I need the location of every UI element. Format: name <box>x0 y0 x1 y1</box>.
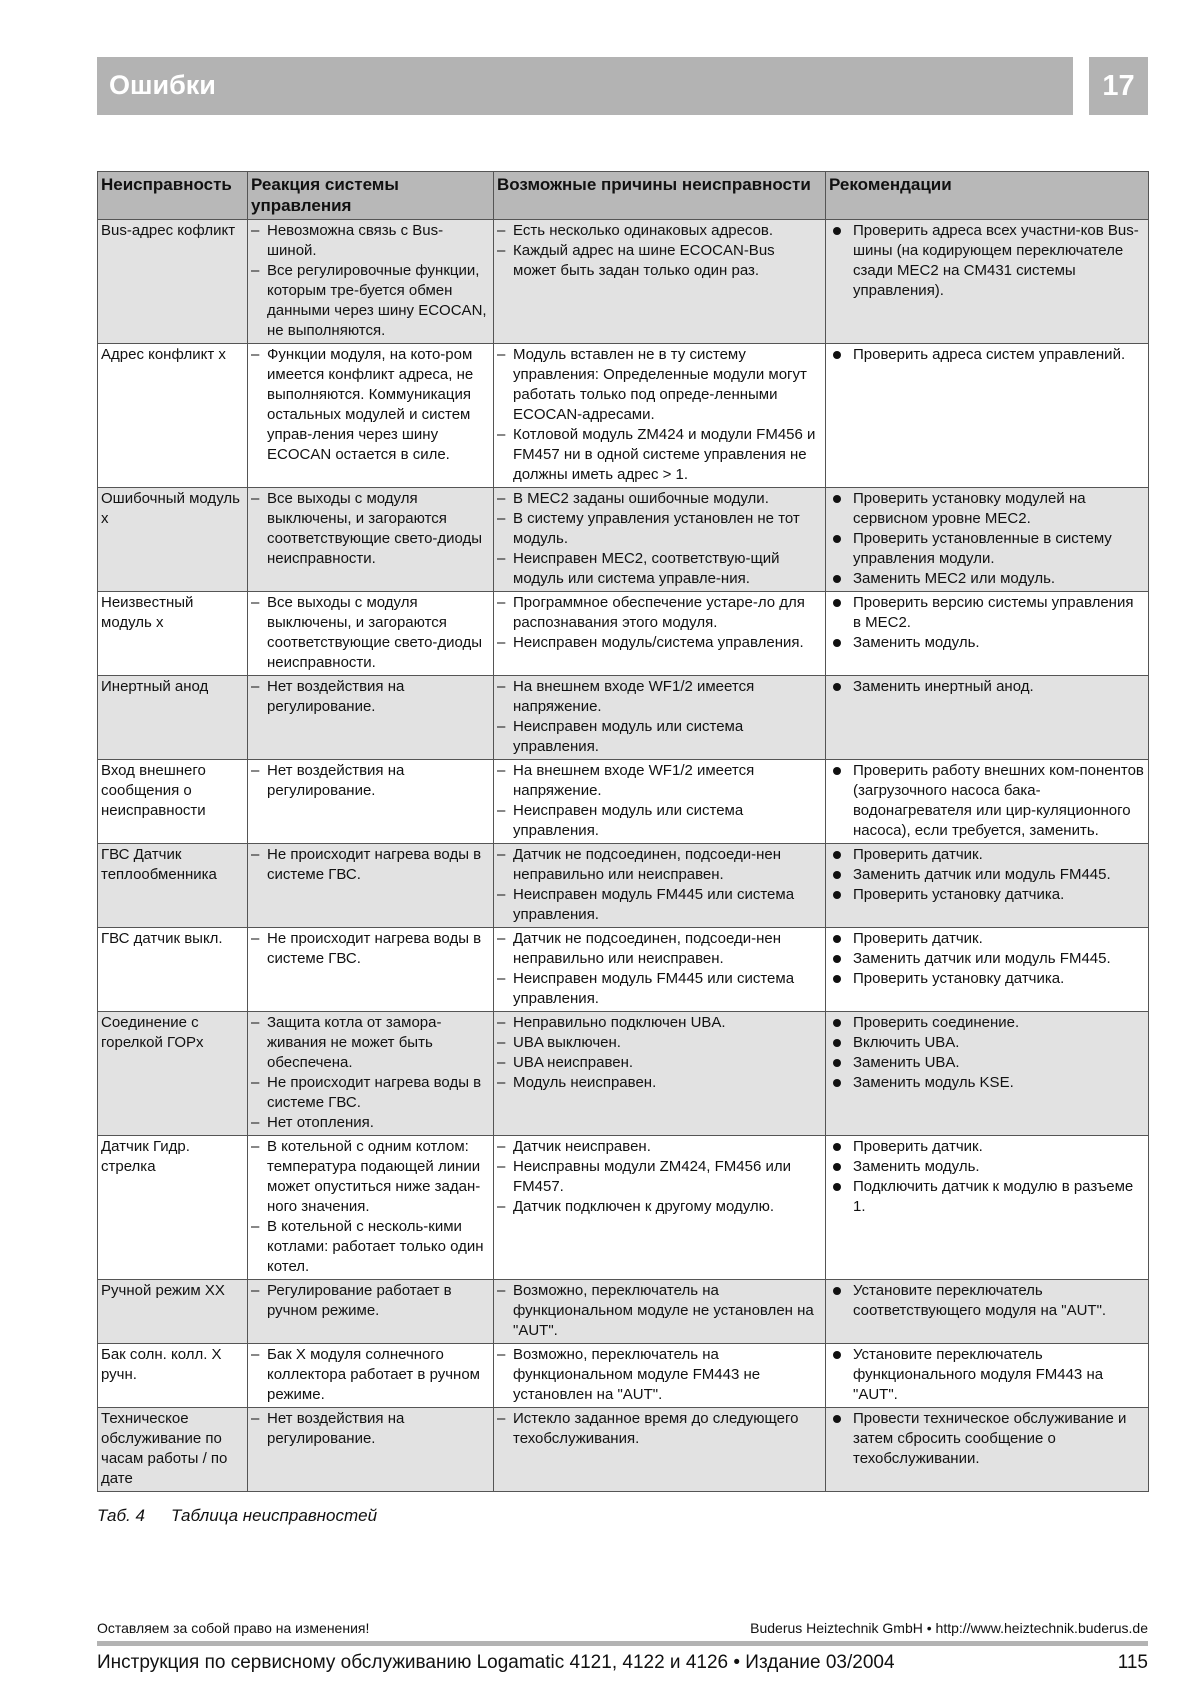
cause-item <box>497 801 822 841</box>
recommendation-item <box>829 345 1145 365</box>
dash-marker: – <box>497 550 506 567</box>
reaction-cell <box>248 928 494 1012</box>
cause-item-text: В систему управления установлен не тот модуль. <box>513 510 800 547</box>
causes-cell <box>494 1136 826 1280</box>
causes-cell <box>494 344 826 488</box>
cause-item <box>497 969 822 1009</box>
causes-cell <box>494 592 826 676</box>
chapter-title: Ошибки <box>109 70 216 100</box>
cause-item <box>497 1053 822 1073</box>
cause-item <box>497 221 822 241</box>
cause-item <box>497 1137 822 1157</box>
bullet-icon <box>833 891 841 899</box>
dash-marker: – <box>497 1054 506 1071</box>
bullet-icon <box>833 1183 841 1191</box>
recommendation-item-text: Проверить датчик. <box>853 1138 983 1155</box>
reaction-item <box>251 1217 490 1277</box>
dash-marker: – <box>251 930 260 947</box>
cause-item <box>497 1409 822 1449</box>
footer-company: Buderus Heiztechnik GmbH • http://www.heiztechnik.buderus.de <box>750 1620 1148 1636</box>
bullet-icon <box>833 599 841 607</box>
recommendation-item-text: Проверить адреса систем управлений. <box>853 346 1126 363</box>
causes-cell <box>494 760 826 844</box>
dash-marker: – <box>497 510 506 527</box>
reaction-cell <box>248 1344 494 1408</box>
recommendation-item-text: Заменить модуль. <box>853 1158 980 1175</box>
cause-item <box>497 1033 822 1053</box>
dash-marker: – <box>497 846 506 863</box>
reaction-item-text: Все выходы с модуля выключены, и загораются соответствующие свето-диоды неисправности. <box>267 594 483 671</box>
reaction-item-text: Бак X модуля солнечного коллектора работает в ручном режиме. <box>267 1346 480 1403</box>
recommendation-item-text: Заменить датчик или модуль FM445. <box>853 950 1111 967</box>
reaction-item-text: Не происходит нагрева воды в системе ГВС. <box>267 1074 482 1111</box>
cause-item-text: Датчик неисправен. <box>513 1138 651 1155</box>
fault-cell: Датчик Гидр. стрелка <box>98 1136 248 1280</box>
causes-cell <box>494 1344 826 1408</box>
reaction-item-text: Невозможна связь с Bus-шиной. <box>267 222 444 259</box>
recommendation-item-text: Проверить датчик. <box>853 846 983 863</box>
cause-item-text: В MEC2 заданы ошибочные модули. <box>513 490 769 507</box>
cause-item-text: На внешнем входе WF1/2 имеется напряжение. <box>513 762 755 799</box>
recommendation-item <box>829 489 1145 529</box>
table-header-row <box>98 172 1149 220</box>
cause-item-text: Возможно, переключатель на функциональном модуле не установлен на "AUT". <box>513 1282 814 1339</box>
dash-marker: – <box>251 346 260 363</box>
cause-item-text: Неправильно подключен UBA. <box>513 1014 726 1031</box>
column-header-reaction: Реакция системы управления <box>248 172 494 220</box>
bullet-icon <box>833 227 841 235</box>
dash-marker: – <box>497 886 506 903</box>
table-row <box>98 928 1149 1012</box>
recommendation-item <box>829 1409 1145 1469</box>
dash-marker: – <box>251 1114 260 1131</box>
cause-item <box>497 677 822 717</box>
cause-item-text: UBA выключен. <box>513 1034 621 1051</box>
cause-item <box>497 1013 822 1033</box>
dash-marker: – <box>497 1410 506 1427</box>
dash-marker: – <box>251 1074 260 1091</box>
reaction-item-text: Все регулировочные функции, которым тре-буется обмен данными через шину ECOCAN, не выполняются. <box>267 262 487 339</box>
recommendations-cell <box>826 1344 1149 1408</box>
recommendation-item <box>829 1177 1145 1217</box>
reaction-cell <box>248 1012 494 1136</box>
reaction-item-text: Регулирование работает в ручном режиме. <box>267 1282 452 1319</box>
cause-item-text: Неисправен модуль FM445 или система управления. <box>513 970 795 1007</box>
fault-cell: Бак солн. колл. X ручн. <box>98 1344 248 1408</box>
cause-item-text: Неисправен модуль или система управления. <box>513 718 744 755</box>
reaction-cell <box>248 1136 494 1280</box>
recommendation-item <box>829 969 1145 989</box>
cause-item-text: Модуль неисправен. <box>513 1074 657 1091</box>
recommendation-item <box>829 885 1145 905</box>
cause-item-text: Есть несколько одинаковых адресов. <box>513 222 774 239</box>
cause-item-text: Неисправны модули ZM424, FM456 или FM457. <box>513 1158 791 1195</box>
causes-cell <box>494 1408 826 1492</box>
bullet-icon <box>833 639 841 647</box>
cause-item <box>497 593 822 633</box>
recommendation-item-text: Заменить датчик или модуль FM445. <box>853 866 1111 883</box>
reaction-item <box>251 1013 490 1073</box>
fault-cell: Вход внешнего сообщения о неисправности <box>98 760 248 844</box>
dash-marker: – <box>497 1198 506 1215</box>
table-row <box>98 844 1149 928</box>
recommendation-item <box>829 845 1145 865</box>
reaction-item <box>251 221 490 261</box>
bullet-icon <box>833 1163 841 1171</box>
recommendation-item-text: Установите переключатель соответствующего модуля на "AUT". <box>853 1282 1107 1319</box>
cause-item-text: Программное обеспечение устаре-ло для распознавания этого модуля. <box>513 594 805 631</box>
reaction-item <box>251 593 490 673</box>
bullet-icon <box>833 1287 841 1295</box>
recommendation-item-text: Провести техническое обслуживание и затем сбросить сообщение о техобслуживании. <box>853 1410 1127 1467</box>
cause-item-text: Неисправен модуль/система управления. <box>513 634 804 651</box>
reaction-item <box>251 261 490 341</box>
reaction-cell <box>248 220 494 344</box>
cause-item-text: Возможно, переключатель на функциональном модуле FM443 не установлен на "AUT". <box>513 1346 761 1403</box>
fault-table-body <box>98 220 1149 1492</box>
table-row <box>98 1408 1149 1492</box>
cause-item <box>497 929 822 969</box>
cause-item <box>497 761 822 801</box>
reaction-item <box>251 1345 490 1405</box>
cause-item-text: Неисправен модуль или система управления. <box>513 802 744 839</box>
cause-item-text: Датчик подключен к другому модулю. <box>513 1198 775 1215</box>
bullet-icon <box>833 1143 841 1151</box>
reaction-cell <box>248 1280 494 1344</box>
fault-cell: Адрес конфликт х <box>98 344 248 488</box>
bullet-icon <box>833 351 841 359</box>
reaction-item-text: Нет воздействия на регулирование. <box>267 762 405 799</box>
cause-item-text: Неисправен модуль FM445 или система управления. <box>513 886 795 923</box>
cause-item <box>497 1281 822 1341</box>
recommendation-item-text: Проверить соединение. <box>853 1014 1020 1031</box>
recommendations-cell <box>826 1408 1149 1492</box>
cause-item <box>497 1345 822 1405</box>
causes-cell <box>494 1280 826 1344</box>
bullet-icon <box>833 935 841 943</box>
dash-marker: – <box>251 1138 260 1155</box>
dash-marker: – <box>497 678 506 695</box>
table-row <box>98 344 1149 488</box>
table-row <box>98 1344 1149 1408</box>
cause-item <box>497 1157 822 1197</box>
fault-cell: Ошибочный модуль х <box>98 488 248 592</box>
recommendation-item <box>829 1345 1145 1405</box>
recommendation-item <box>829 677 1145 697</box>
recommendation-item <box>829 929 1145 949</box>
table-caption <box>97 1506 377 1526</box>
dash-marker: – <box>497 970 506 987</box>
recommendation-item-text: Проверить установленные в систему управления модули. <box>853 530 1112 567</box>
bullet-icon <box>833 1079 841 1087</box>
reaction-item-text: Функции модуля, на кото-ром имеется конфликт адреса, не выполняются. Коммуникация остальных модулей и систем управ-ления через шину ECOCAN остается в силе. <box>267 346 474 463</box>
cause-item <box>497 549 822 589</box>
cause-item-text: Модуль вставлен не в ту систему управления: Определенные модули могут работать только под опреде-ленными ECOCAN-адресами. <box>513 346 807 423</box>
dash-marker: – <box>251 594 260 611</box>
recommendation-item <box>829 1033 1145 1053</box>
bullet-icon <box>833 495 841 503</box>
reaction-item-text: Нет воздействия на регулирование. <box>267 678 405 715</box>
reaction-item-text: Защита котла от замора-живания не может быть обеспечена. <box>267 1014 442 1071</box>
recommendations-cell <box>826 488 1149 592</box>
dash-marker: – <box>497 930 506 947</box>
dash-marker: – <box>497 718 506 735</box>
dash-marker: – <box>251 262 260 279</box>
recommendation-item-text: Проверить установку датчика. <box>853 886 1065 903</box>
dash-marker: – <box>497 762 506 779</box>
recommendations-cell <box>826 928 1149 1012</box>
cause-item <box>497 845 822 885</box>
dash-marker: – <box>497 802 506 819</box>
cause-item <box>497 1073 822 1093</box>
recommendation-item <box>829 633 1145 653</box>
recommendations-cell <box>826 760 1149 844</box>
reaction-item <box>251 489 490 569</box>
dash-marker: – <box>497 242 506 259</box>
fault-cell: Соединение с горелкой ГОРх <box>98 1012 248 1136</box>
cause-item-text: Датчик не подсоединен, подсоеди-нен неправильно или неисправен. <box>513 930 781 967</box>
recommendation-item-text: Заменить модуль KSE. <box>853 1074 1014 1091</box>
causes-cell <box>494 220 826 344</box>
dash-marker: – <box>497 1158 506 1175</box>
reaction-cell <box>248 760 494 844</box>
recommendation-item-text: Заменить MEC2 или модуль. <box>853 570 1056 587</box>
cause-item-text: Истекло заданное время до следующего техобслуживания. <box>513 1410 799 1447</box>
table-row <box>98 592 1149 676</box>
recommendation-item-text: Установите переключатель функционального модуля FM443 на "AUT". <box>853 1346 1104 1403</box>
recommendation-item-text: Проверить работу внешних ком-понентов (загрузочного насоса бака-водонагревателя или цир-куляционного насоса), если требуется, заменить. <box>853 762 1144 839</box>
footer-notice: Оставляем за собой право на изменения! <box>97 1620 370 1636</box>
reaction-item-text: В котельной с несколь-кими котлами: работает только один котел. <box>267 1218 484 1275</box>
fault-table <box>97 171 1149 1492</box>
fault-cell: Неизвестный модуль х <box>98 592 248 676</box>
fault-cell: Инертный анод <box>98 676 248 760</box>
table-row <box>98 676 1149 760</box>
table-caption-text: Таблица неисправностей <box>171 1506 378 1525</box>
dash-marker: – <box>497 1346 506 1363</box>
cause-item <box>497 717 822 757</box>
reaction-item-text: Все выходы с модуля выключены, и загораются соответствующие свето-диоды неисправности. <box>267 490 483 567</box>
recommendation-item-text: Проверить установку датчика. <box>853 970 1065 987</box>
reaction-item <box>251 345 490 465</box>
recommendation-item-text: Заменить модуль. <box>853 634 980 651</box>
recommendation-item <box>829 221 1145 301</box>
bullet-icon <box>833 975 841 983</box>
chapter-header-bar <box>97 57 1073 115</box>
dash-marker: – <box>497 222 506 239</box>
cause-item <box>497 633 822 653</box>
recommendation-item <box>829 1053 1145 1073</box>
recommendation-item-text: Подключить датчик к модулю в разъеме 1. <box>853 1178 1134 1215</box>
cause-item-text: Каждый адрес на шине ECOCAN-Bus может быть задан только один раз. <box>513 242 775 279</box>
table-row <box>98 1012 1149 1136</box>
recommendation-item <box>829 1073 1145 1093</box>
recommendations-cell <box>826 220 1149 344</box>
recommendation-item-text: Заменить инертный анод. <box>853 678 1034 695</box>
reaction-item-text: Не происходит нагрева воды в системе ГВС. <box>267 846 482 883</box>
reaction-item-text: Не происходит нагрева воды в системе ГВС. <box>267 930 482 967</box>
dash-marker: – <box>251 1346 260 1363</box>
causes-cell <box>494 844 826 928</box>
recommendation-item-text: Проверить версию системы управления в MEC2. <box>853 594 1134 631</box>
bullet-icon <box>833 1059 841 1067</box>
cause-item <box>497 509 822 549</box>
dash-marker: – <box>497 1074 506 1091</box>
dash-marker: – <box>497 634 506 651</box>
cause-item-text: Котловой модуль ZM424 и модули FM456 и FM457 ни в одной системе управления не должны иметь адрес > 1. <box>513 426 816 483</box>
dash-marker: – <box>251 678 260 695</box>
recommendations-cell <box>826 844 1149 928</box>
recommendation-item <box>829 593 1145 633</box>
cause-item <box>497 241 822 281</box>
dash-marker: – <box>497 1034 506 1051</box>
cause-item-text: Датчик не подсоединен, подсоеди-нен неправильно или неисправен. <box>513 846 781 883</box>
recommendations-cell <box>826 676 1149 760</box>
table-row <box>98 488 1149 592</box>
causes-cell <box>494 1012 826 1136</box>
cause-item-text: Неисправен MEC2, соответствую-щий модуль или система управле-ния. <box>513 550 780 587</box>
bullet-icon <box>833 1019 841 1027</box>
recommendation-item-text: Проверить датчик. <box>853 930 983 947</box>
recommendation-item <box>829 1013 1145 1033</box>
recommendation-item <box>829 1157 1145 1177</box>
column-header-recommendations: Рекомендации <box>826 172 1149 220</box>
table-row <box>98 760 1149 844</box>
fault-cell: Техническое обслуживание по часам работы / по дате <box>98 1408 248 1492</box>
fault-cell: ГВС Датчик теплообменника <box>98 844 248 928</box>
reaction-item <box>251 1409 490 1449</box>
reaction-item <box>251 677 490 717</box>
bullet-icon <box>833 1039 841 1047</box>
dash-marker: – <box>251 762 260 779</box>
recommendations-cell <box>826 344 1149 488</box>
dash-marker: – <box>251 1218 260 1235</box>
table-row <box>98 1136 1149 1280</box>
reaction-item-text: В котельной с одним котлом: температура подающей линии может опуститься ниже задан-ного значения. <box>267 1138 481 1215</box>
footer-divider <box>97 1641 1148 1646</box>
dash-marker: – <box>251 1282 260 1299</box>
reaction-item <box>251 1281 490 1321</box>
column-header-fault: Неисправность <box>98 172 248 220</box>
reaction-item-text: Нет отопления. <box>267 1114 374 1131</box>
page-number: 115 <box>1117 1652 1148 1673</box>
cause-item <box>497 885 822 925</box>
dash-marker: – <box>497 1014 506 1031</box>
reaction-item-text: Нет воздействия на регулирование. <box>267 1410 405 1447</box>
recommendation-item-text: Включить UBA. <box>853 1034 960 1051</box>
dash-marker: – <box>497 594 506 611</box>
recommendations-cell <box>826 1136 1149 1280</box>
chapter-number: 17 <box>1089 57 1148 115</box>
table-row <box>98 1280 1149 1344</box>
reaction-cell <box>248 676 494 760</box>
recommendation-item <box>829 865 1145 885</box>
cause-item <box>497 425 822 485</box>
fault-cell: Ручной режим XX <box>98 1280 248 1344</box>
reaction-cell <box>248 1408 494 1492</box>
dash-marker: – <box>497 1138 506 1155</box>
reaction-cell <box>248 488 494 592</box>
recommendation-item <box>829 761 1145 841</box>
recommendations-cell <box>826 1012 1149 1136</box>
dash-marker: – <box>497 426 506 443</box>
footer-document-title: Инструкция по сервисному обслуживанию Logamatic 4121, 4122 и 4126 • Издание 03/2004 <box>97 1652 895 1673</box>
reaction-cell <box>248 344 494 488</box>
reaction-item <box>251 1113 490 1133</box>
cause-item-text: На внешнем входе WF1/2 имеется напряжение. <box>513 678 755 715</box>
recommendation-item <box>829 1281 1145 1321</box>
column-header-causes: Возможные причины неисправности <box>494 172 826 220</box>
table-row <box>98 220 1149 344</box>
bullet-icon <box>833 767 841 775</box>
bullet-icon <box>833 955 841 963</box>
reaction-item <box>251 929 490 969</box>
reaction-item <box>251 1137 490 1217</box>
bullet-icon <box>833 1415 841 1423</box>
recommendation-item <box>829 949 1145 969</box>
cause-item-text: UBA неисправен. <box>513 1054 634 1071</box>
dash-marker: – <box>251 846 260 863</box>
cause-item <box>497 345 822 425</box>
reaction-item <box>251 1073 490 1113</box>
causes-cell <box>494 488 826 592</box>
dash-marker: – <box>497 490 506 507</box>
bullet-icon <box>833 575 841 583</box>
causes-cell <box>494 676 826 760</box>
dash-marker: – <box>497 346 506 363</box>
dash-marker: – <box>251 490 260 507</box>
fault-cell: ГВС датчик выкл. <box>98 928 248 1012</box>
recommendations-cell <box>826 592 1149 676</box>
recommendations-cell <box>826 1280 1149 1344</box>
bullet-icon <box>833 683 841 691</box>
reaction-item <box>251 845 490 885</box>
recommendation-item <box>829 529 1145 569</box>
fault-cell: Bus-адрес кофликт <box>98 220 248 344</box>
cause-item <box>497 489 822 509</box>
reaction-cell <box>248 844 494 928</box>
bullet-icon <box>833 1351 841 1359</box>
table-caption-label: Таб. 4 <box>97 1506 145 1525</box>
reaction-item <box>251 761 490 801</box>
dash-marker: – <box>251 1014 260 1031</box>
dash-marker: – <box>251 1410 260 1427</box>
reaction-cell <box>248 592 494 676</box>
recommendation-item <box>829 1137 1145 1157</box>
recommendation-item-text: Проверить адреса всех участни-ков Bus-шины (на кодирующем переключателе сзади MEC2 на CM431 системы управления). <box>853 222 1139 299</box>
cause-item <box>497 1197 822 1217</box>
bullet-icon <box>833 871 841 879</box>
recommendation-item-text: Проверить установку модулей на сервисном уровне MEC2. <box>853 490 1086 527</box>
causes-cell <box>494 928 826 1012</box>
recommendation-item <box>829 569 1145 589</box>
bullet-icon <box>833 851 841 859</box>
bullet-icon <box>833 535 841 543</box>
dash-marker: – <box>251 222 260 239</box>
recommendation-item-text: Заменить UBA. <box>853 1054 960 1071</box>
dash-marker: – <box>497 1282 506 1299</box>
